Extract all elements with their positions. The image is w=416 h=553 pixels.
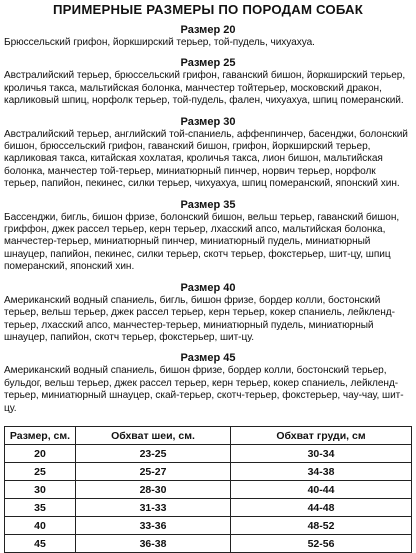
size-section-20 xyxy=(4,24,412,49)
table-row xyxy=(5,499,412,517)
breed-list: Австралийский терьер, английский той-спаниель, аффенпинчер, басенджи, болонский бишон, брюссельский грифон, гаванский бишон, грифон, йоркширский терьер, карликовая такса, китайская хохлатая, кроличья такса, лион бишон, мальтийская болонка, манчестер той-терьер, миниатюрный пинчер, норвич терьер, норфолк терьер, папийон, пекинес, силки терьер, чихуахуа, шпиц померанский, японский хин. xyxy=(4,128,408,190)
table-header-row xyxy=(5,427,412,445)
page-title: ПРИМЕРНЫЕ РАЗМЕРЫ ПО ПОРОДАМ СОБАК xyxy=(52,2,363,17)
breed-list: Австралийский терьер, брюссельский грифон, гаванский бишон, йоркширский терьер, кроличья такса, мальтийская болонка, манчестер тойтерьер, московский дракон, карликовый шпиц, норфолк терьер, той-пудель, фален, чихуахуа, шпиц померанский. xyxy=(4,70,406,107)
table-cell-size: 25 xyxy=(5,463,76,481)
table-cell-chest: 40-44 xyxy=(231,481,412,499)
table-cell-size: 20 xyxy=(5,445,76,463)
table-row xyxy=(5,517,412,535)
size-section-35 xyxy=(4,199,412,274)
table-cell-chest: 44-48 xyxy=(231,499,412,517)
size-heading: Размер 30 xyxy=(180,115,236,128)
table-header-neck: Обхват шеи, см. xyxy=(76,427,231,445)
table-cell-chest: 52-56 xyxy=(231,535,412,553)
size-heading: Размер 25 xyxy=(180,57,236,70)
table-row xyxy=(5,463,412,481)
table-row xyxy=(5,445,412,463)
table-cell-neck: 28-30 xyxy=(76,481,231,499)
table-cell-size: 40 xyxy=(5,517,76,535)
table-cell-neck: 31-33 xyxy=(76,499,231,517)
size-heading: Размер 20 xyxy=(180,24,236,36)
table-cell-size: 30 xyxy=(5,481,76,499)
breed-list: Американский водный спаниель, бигль, бишон фризе, бордер колли, бостонский терьер, вельш терьер, джек рассел терьер, керн терьер, кокер спаниель, лейкленд-терьер, лхасский апсо, манчестер-терьер, миниатюрный пудель, миниатюрный шнауцер, папийон, скотч терьер, фокстерьер, шит-цу. xyxy=(4,294,395,343)
table-cell-neck: 36-38 xyxy=(76,535,231,553)
table-header-chest: Обхват груди, см xyxy=(231,427,412,445)
table-cell-neck: 23-25 xyxy=(76,445,231,463)
breed-list: Брюссельский грифон, йоркширский терьер, той-пудель, чихуахуа. xyxy=(4,37,315,48)
size-heading: Размер 40 xyxy=(180,281,236,294)
size-heading: Размер 35 xyxy=(180,198,236,211)
table-cell-chest: 48-52 xyxy=(231,517,412,535)
breed-list: Бассенджи, бигль, бишон фризе, болонский бишон, вельш терьер, гаванский бишон, гриффон, джек рассел терьер, керн терьер, лхасский апсо, мальтийская болонка, манчестер-терьер, миниатюрный пинчер, миниатюрный пудель, миниатюрный шнауцер, папийон, пекинес, силки терьер, скотч терьер, фокстерьер, шит-цу, шпиц померанский, японский хин. xyxy=(4,211,400,273)
size-section-45 xyxy=(4,352,412,415)
breed-list: Американский водный спаниель, бишон фризе, бордер колли, бостонский терьер, бульдог, вельш терьер, джек рассел терьер, керн терьер, кокер спаниель, лейкленд-терьер, миниатюрный шнауцер, скай-терьер, скотч-терьер, фокстерьер, чау-чау, шит-цу. xyxy=(4,365,404,414)
size-heading: Размер 45 xyxy=(180,352,236,365)
size-section-40 xyxy=(4,282,412,345)
size-table xyxy=(4,426,412,553)
table-cell-size: 35 xyxy=(5,499,76,517)
table-cell-neck: 33-36 xyxy=(76,517,231,535)
table-cell-chest: 34-38 xyxy=(231,463,412,481)
table-header-size: Размер, см. xyxy=(5,427,76,445)
table-row xyxy=(5,481,412,499)
size-section-25 xyxy=(4,57,412,107)
table-cell-size: 45 xyxy=(5,535,76,553)
table-cell-neck: 25-27 xyxy=(76,463,231,481)
table-cell-chest: 30-34 xyxy=(231,445,412,463)
size-section-30 xyxy=(4,116,412,191)
